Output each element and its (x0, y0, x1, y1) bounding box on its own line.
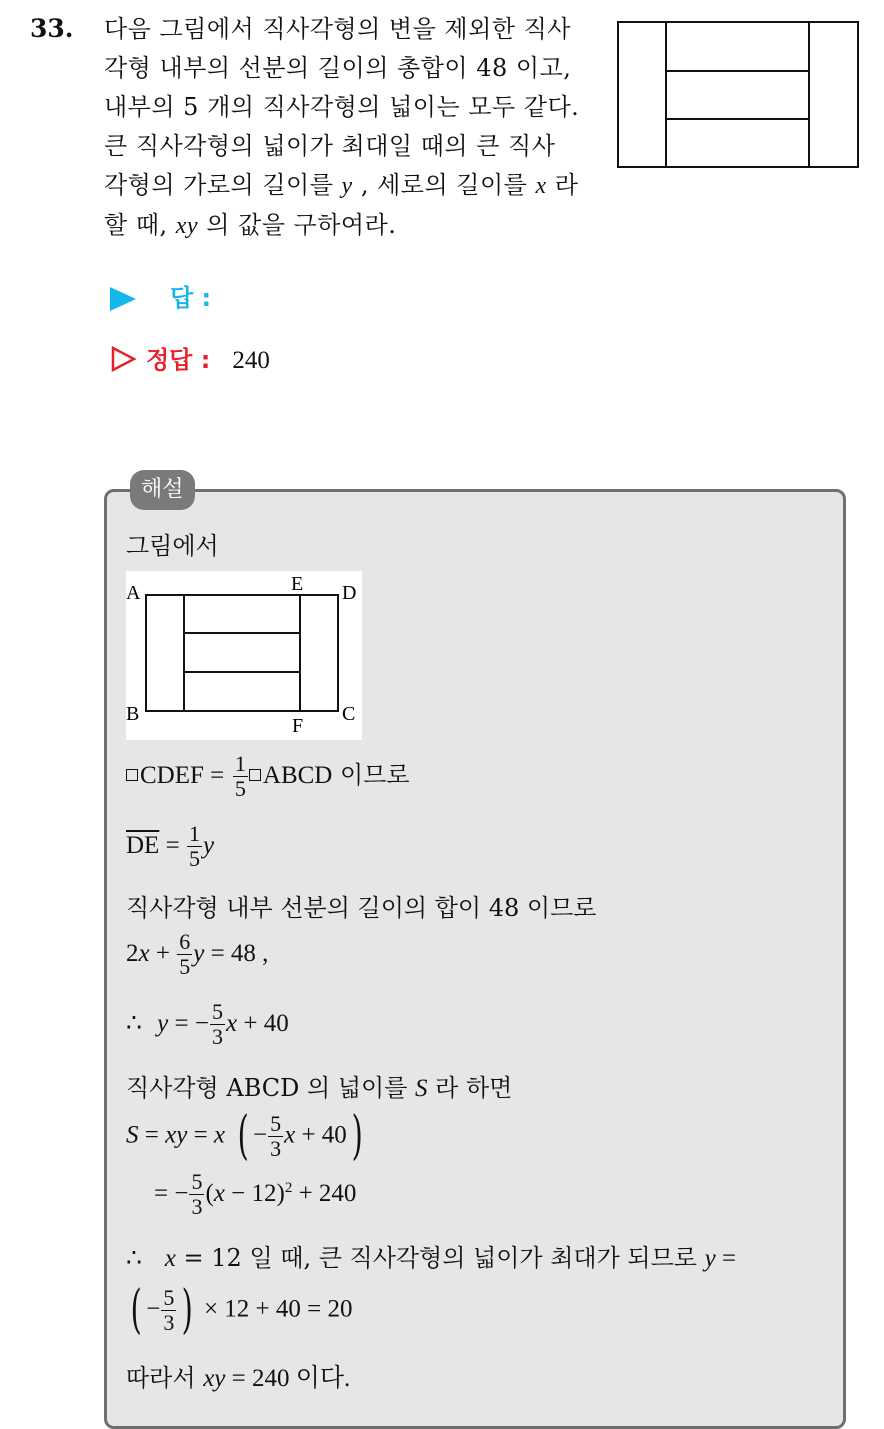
text-fragment: 각형의 가로의 길이를 (104, 171, 342, 199)
equation-de (126, 822, 214, 871)
correct-answer-row (110, 340, 270, 375)
square-symbol-icon (249, 769, 261, 781)
fraction (268, 1112, 283, 1161)
denominator: 3 (211, 1024, 223, 1049)
variable-x: x (164, 1245, 176, 1272)
variable-s: S (415, 1075, 428, 1102)
variable-x: x (225, 1010, 238, 1037)
denominator: 3 (270, 1135, 282, 1161)
text-fragment: − 12) (224, 1180, 285, 1207)
fraction (187, 822, 202, 871)
fraction (161, 1286, 176, 1335)
left-paren: ( (237, 1106, 249, 1166)
point-f-label: F (292, 715, 304, 737)
solution-line (126, 1068, 512, 1103)
question-figure (616, 20, 860, 170)
numerator: 5 (163, 1284, 175, 1310)
variable-x: x (535, 173, 547, 199)
solution-figure (126, 571, 362, 740)
text-fragment: = (715, 1245, 737, 1272)
point-c-label: C (342, 703, 356, 725)
fraction (189, 1170, 204, 1219)
variable-x: x (138, 940, 150, 967)
question-line: 다음 그림에서 직사각형의 변을 제외한 직사 (104, 15, 571, 43)
variable-xy: xy (165, 1121, 188, 1149)
segment-de: $\overline{DE}$ (126, 832, 160, 859)
question-line: 각형 내부의 선분의 길이의 총합이 48 이고, (104, 54, 572, 82)
text-fragment: + (149, 940, 177, 967)
equation-sum (126, 930, 268, 979)
text-fragment: = 12 일 때, 큰 직사각형의 넓이가 최대가 되므로 (175, 1244, 705, 1272)
text-fragment: + 40 (295, 1121, 347, 1149)
variable-xy: xy (203, 1365, 226, 1392)
text-fragment: = − (154, 1180, 189, 1207)
equation-result-y (126, 1280, 353, 1340)
text-fragment: = 240 이다. (225, 1365, 351, 1392)
equation-vertex-form (154, 1170, 356, 1219)
exponent: 2 (284, 1180, 293, 1196)
text-fragment: = (159, 832, 186, 859)
equation-area (126, 1106, 367, 1166)
numerator: 5 (270, 1110, 282, 1136)
text-fragment: × 12 + 40 = 20 (197, 1295, 353, 1323)
text-fragment: CDEF = (140, 762, 225, 789)
question-line: 내부의 5 개의 직사각형의 넓이는 모두 같다. (104, 93, 580, 121)
denominator: 3 (163, 1309, 175, 1335)
point-b-label: B (126, 703, 140, 725)
square-symbol-icon (126, 769, 138, 781)
text-fragment: 의 값을 구하여라. (198, 211, 397, 239)
answer-label: 답 : (170, 284, 212, 312)
text-fragment: = 48 , (204, 940, 269, 967)
variable-y: y (704, 1245, 716, 1272)
question-number: 33. (30, 14, 74, 43)
text-fragment: = (138, 1121, 166, 1149)
play-triangle-icon (110, 287, 136, 311)
solution-conclusion (126, 1358, 350, 1394)
variable-y: y (157, 1010, 169, 1037)
variable-x: x (284, 1121, 296, 1149)
point-a-label: A (126, 582, 141, 604)
denominator: 5 (188, 846, 200, 871)
solution-intro: 그림에서 (126, 532, 219, 560)
text-fragment: 직사각형 ABCD 의 넓이를 (126, 1074, 416, 1102)
equation-y (126, 1000, 289, 1049)
text-fragment: ( (205, 1180, 214, 1207)
text-fragment: 2 (126, 940, 139, 967)
text-fragment: 할 때, (104, 211, 176, 239)
text-fragment: 따라서 (126, 1364, 204, 1392)
variable-y: y (341, 173, 353, 199)
question-line: 큰 직사각형의 넓이가 최대일 때의 큰 직사 (104, 132, 556, 160)
denominator: 5 (179, 954, 191, 979)
text-fragment: + 240 (292, 1180, 357, 1207)
numerator: 5 (191, 1169, 203, 1194)
right-paren: ) (181, 1280, 194, 1340)
numerator: 1 (234, 751, 246, 776)
question-line (104, 166, 596, 206)
variable-x: x (213, 1121, 226, 1149)
fraction (210, 1000, 225, 1049)
question-text (104, 10, 596, 246)
outer-rectangle (618, 22, 858, 167)
correct-answer-value: 240 (232, 347, 270, 374)
text-fragment: = − (168, 1010, 209, 1037)
rect-abcd (146, 595, 338, 711)
text-fragment: − (146, 1295, 161, 1323)
therefore-symbol: ∴ (126, 1245, 142, 1272)
right-paren: ) (351, 1106, 363, 1166)
text-fragment: ABCD (262, 762, 333, 789)
solution-line (126, 1238, 736, 1273)
text-fragment: 라 (546, 171, 579, 199)
correct-answer-label: 정답 : (146, 346, 211, 374)
question-line (104, 206, 596, 246)
outline-triangle-icon (110, 346, 136, 372)
text-fragment: 라 하면 (427, 1074, 513, 1102)
answer-row (110, 278, 211, 313)
therefore-symbol: ∴ (126, 1010, 142, 1037)
variable-xy: xy (175, 213, 199, 239)
solution-line: 직사각형 내부 선분의 길이의 합이 48 이므로 (126, 894, 597, 922)
point-d-label: D (342, 582, 357, 604)
point-e-label: E (291, 573, 304, 595)
numerator: 5 (211, 999, 223, 1024)
text-fragment: 이므로 (340, 761, 410, 789)
text-fragment: = (187, 1121, 214, 1149)
text-fragment: + 40 (237, 1010, 289, 1037)
text-fragment: , 세로의 길이를 (352, 171, 536, 199)
variable-y: y (193, 940, 205, 967)
denominator: 5 (234, 776, 246, 801)
equation-area-ratio (126, 752, 410, 801)
variable-x: x (213, 1180, 225, 1207)
solution-tag: 해설 (130, 470, 195, 510)
fraction (177, 930, 192, 979)
denominator: 3 (191, 1194, 203, 1219)
text-fragment: − (252, 1121, 268, 1149)
variable-y: y (202, 832, 215, 859)
numerator: 6 (179, 929, 191, 954)
fraction (233, 752, 248, 801)
left-paren: ( (130, 1280, 142, 1340)
variable-s: S (126, 1121, 139, 1149)
numerator: 1 (188, 821, 200, 846)
